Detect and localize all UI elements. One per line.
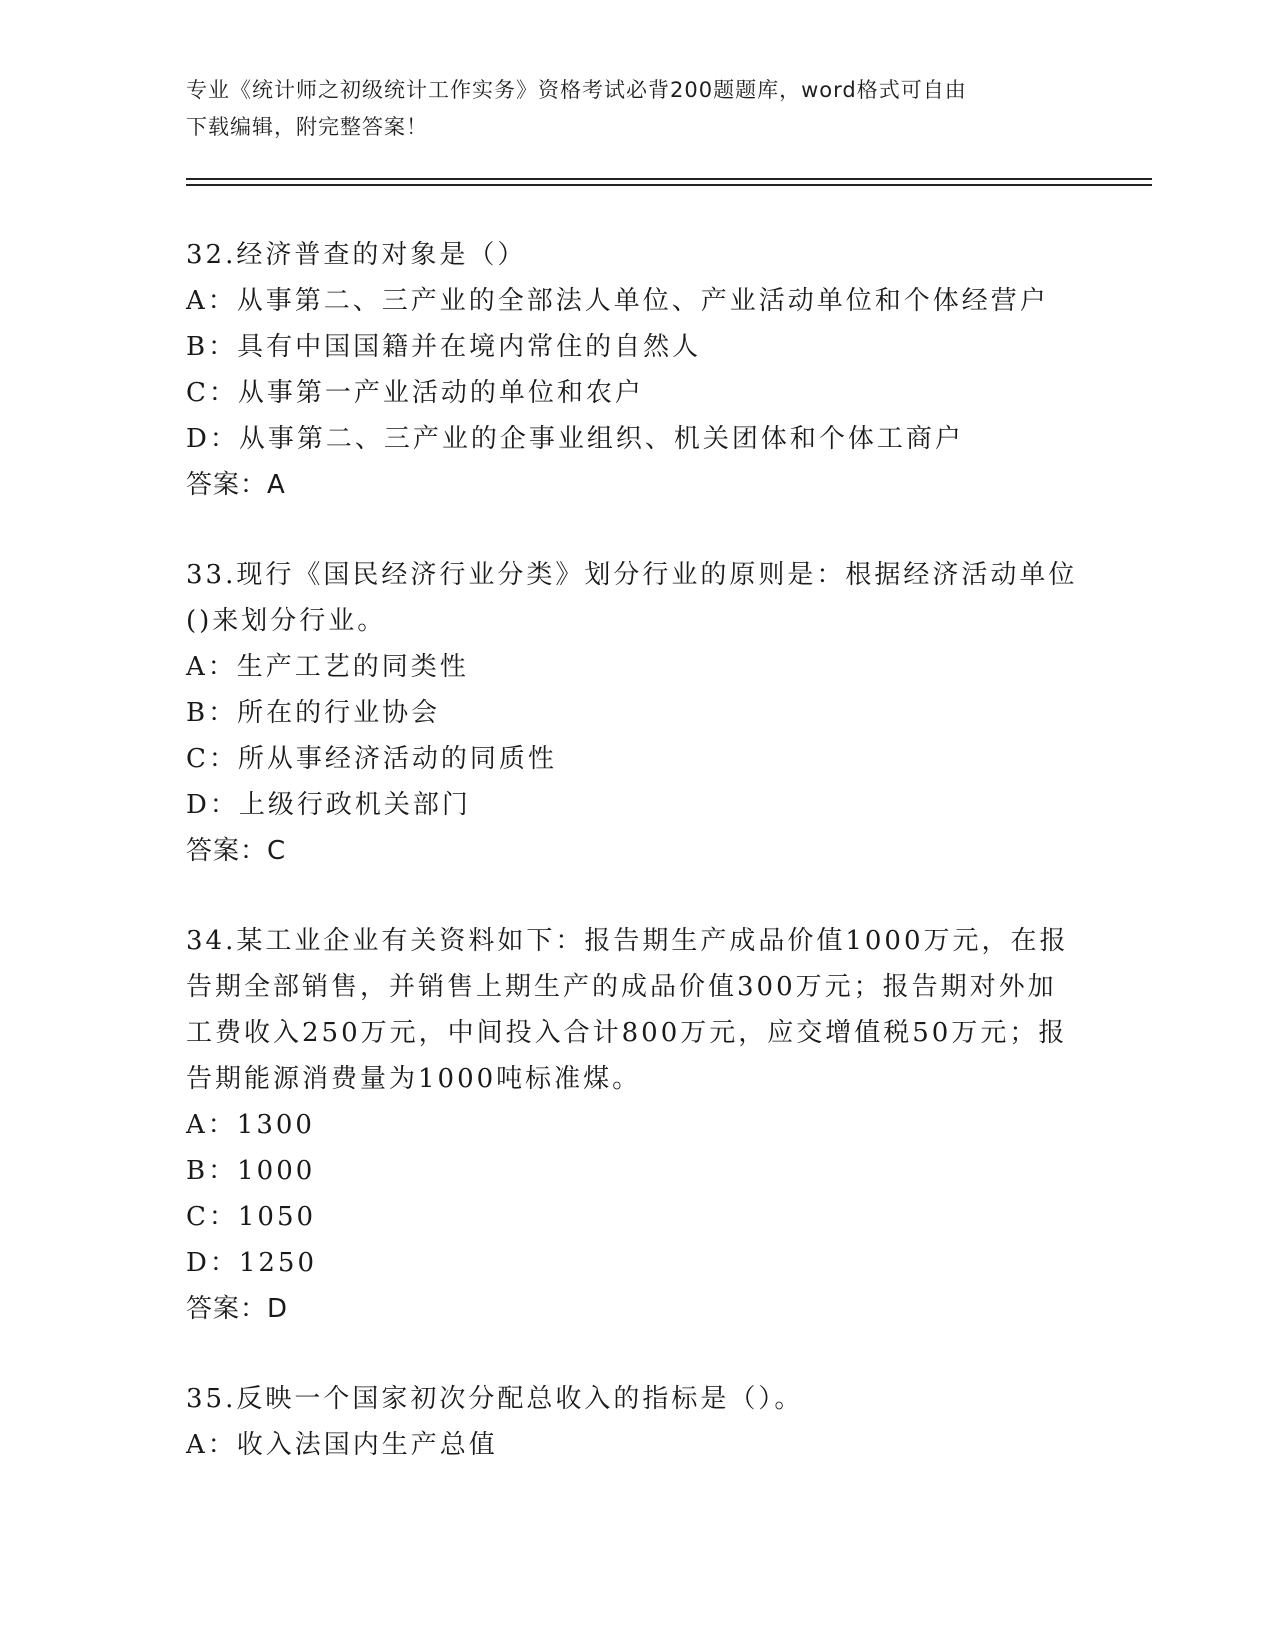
question-stem: 33.现行《国民经济行业分类》划分行业的原则是：根据经济活动单位 bbox=[186, 560, 1078, 590]
answer-option: A：生产工艺的同类性 bbox=[186, 652, 469, 682]
header-line-2: 下载编辑，附完整答案！ bbox=[186, 115, 428, 139]
answer-option: A：从事第二、三产业的全部法人单位、产业活动单位和个体经营户 bbox=[186, 286, 1049, 316]
question-block bbox=[186, 552, 1086, 874]
question-stem: ()来划分行业。 bbox=[186, 606, 387, 636]
header-line-1: 专业《统计师之初级统计工作实务》资格考试必背200题题库，word格式可自由 bbox=[186, 78, 967, 102]
answer-option: C：1050 bbox=[186, 1202, 317, 1232]
answer-option: B：具有中国国籍并在境内常住的自然人 bbox=[186, 332, 702, 362]
question-stem: 告期全部销售，并销售上期生产的成品价值300万元；报告期对外加 bbox=[186, 972, 1057, 1002]
answer-option: A：收入法国内生产总值 bbox=[186, 1430, 498, 1460]
header-divider-top bbox=[186, 178, 1152, 180]
question-stem: 告期能源消费量为1000吨标准煤。 bbox=[186, 1064, 642, 1094]
answer-option: D：从事第二、三产业的企事业组织、机关团体和个体工商户 bbox=[186, 424, 964, 454]
answer-option: B：1000 bbox=[186, 1156, 316, 1186]
question-stem: 工费收入250万元，中间投入合计800万元，应交增值税50万元；报 bbox=[186, 1018, 1068, 1048]
answer-option: C：所从事经济活动的同质性 bbox=[186, 744, 557, 774]
answer-key: 答案：C bbox=[186, 836, 287, 866]
question-block bbox=[186, 1376, 1086, 1468]
question-stem: 35.反映一个国家初次分配总收入的指标是（）。 bbox=[186, 1384, 804, 1414]
answer-option: D：上级行政机关部门 bbox=[186, 790, 471, 820]
question-block bbox=[186, 918, 1086, 1332]
header-divider-bottom bbox=[186, 184, 1152, 186]
answer-option: D：1250 bbox=[186, 1248, 318, 1278]
question-stem: 32.经济普查的对象是（） bbox=[186, 240, 527, 270]
question-stem: 34.某工业企业有关资料如下：报告期生产成品价值1000万元，在报 bbox=[186, 926, 1069, 956]
question-list bbox=[186, 232, 1086, 1512]
answer-option: B：所在的行业协会 bbox=[186, 698, 441, 728]
document-header bbox=[186, 72, 1086, 146]
answer-key: 答案：D bbox=[186, 1294, 289, 1324]
question-block bbox=[186, 232, 1086, 508]
answer-key: 答案：A bbox=[186, 470, 286, 500]
answer-option: C：从事第一产业活动的单位和农户 bbox=[186, 378, 644, 408]
answer-option: A：1300 bbox=[186, 1110, 315, 1140]
